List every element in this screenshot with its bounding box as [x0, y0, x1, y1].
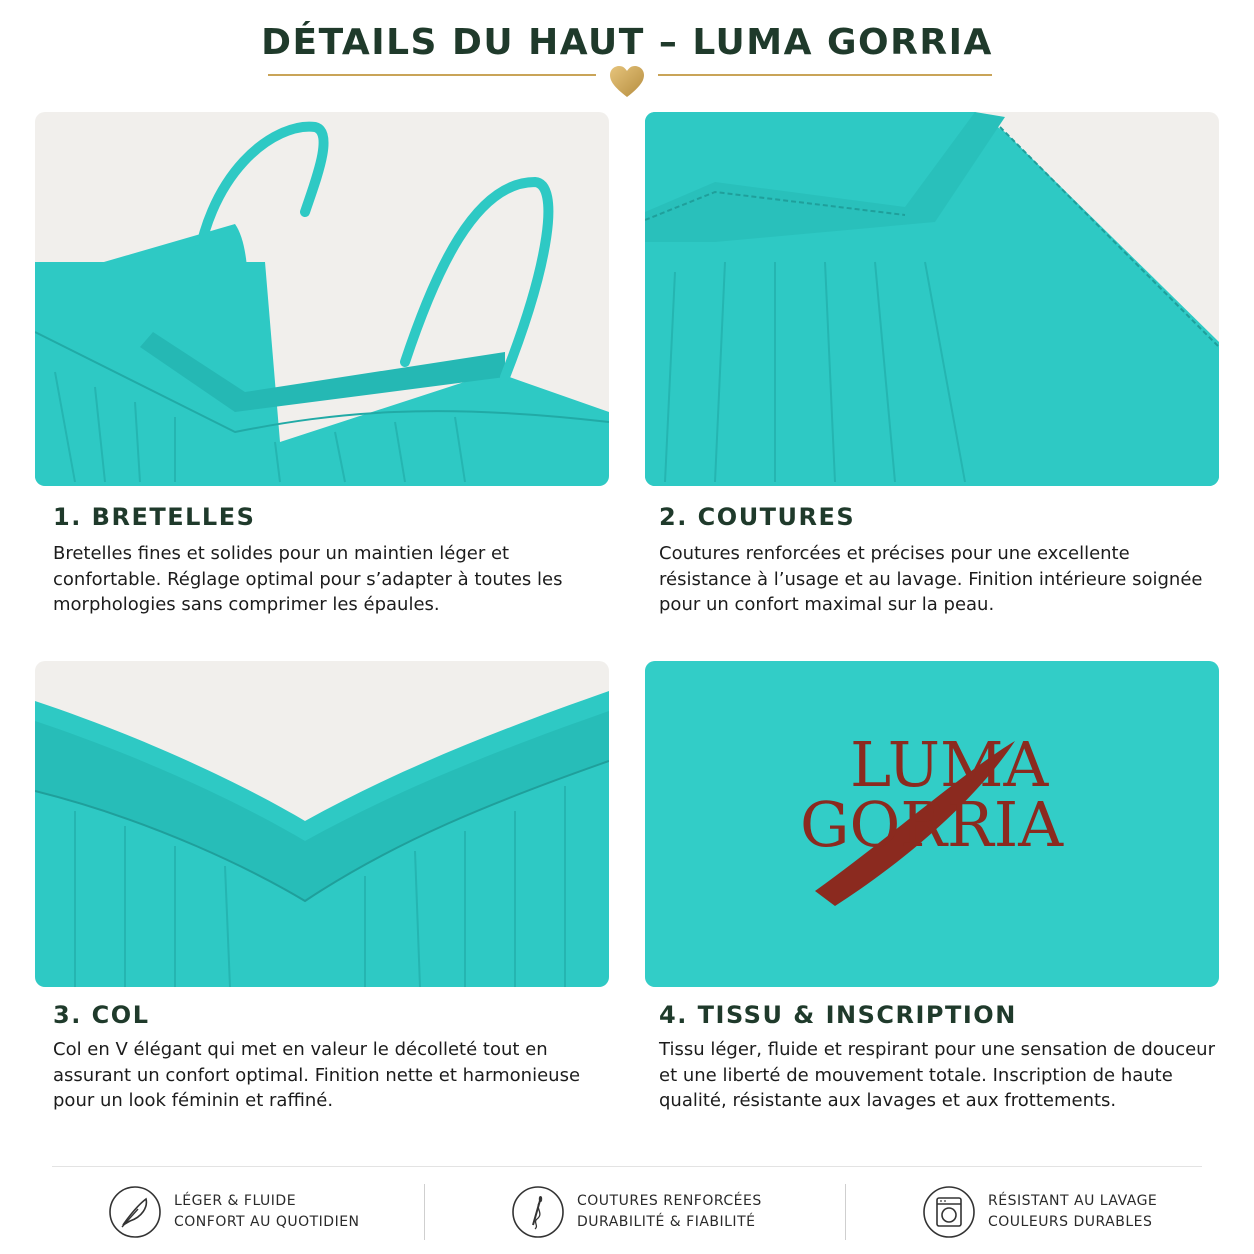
section-text-fabric: Tissu léger, fluide et respirant pour une sensation de douceur et une liberté de mouvement totale. Inscription de haute qualité, résistante aux lavages et aux frottements.: [659, 1039, 1215, 1111]
logo-line2: GORRIA: [800, 788, 1063, 861]
feature-separator: [845, 1184, 846, 1240]
header: [0, 0, 1254, 110]
feature-wash-line1: RÉSISTANT AU LAVAGE: [988, 1193, 1158, 1209]
feature-seams: [511, 1184, 762, 1240]
title-divider-left: [268, 74, 596, 76]
feature-seams-line2: DURABILITÉ & FIABILITÉ: [577, 1214, 756, 1230]
section-text-straps: Bretelles fines et solides pour un maintien léger et confortable. Réglage optimal pour s’adapter à toutes les morphologies sans comprimer les épaules.: [53, 543, 563, 615]
feature-light-line1: LÉGER & FLUIDE: [174, 1193, 297, 1209]
feather-icon: [108, 1185, 162, 1239]
feature-wash-line2: COULEURS DURABLES: [988, 1214, 1153, 1230]
logo-line1: LUMA: [850, 728, 1049, 801]
section-title-fabric: 4. TISSU & INSCRIPTION: [659, 1001, 1017, 1029]
section-title-seams: 2. COUTURES: [659, 503, 856, 531]
title-divider-right: [658, 74, 992, 76]
section-text-seams: Coutures renforcées et précises pour une excellente résistance à l’usage et au lavage. Finition intérieure soignée pour un confort maximal sur la peau.: [659, 543, 1203, 615]
footer-divider: [52, 1166, 1202, 1167]
feature-light-line2: CONFORT AU QUOTIDIEN: [174, 1214, 360, 1230]
feature-separator: [424, 1184, 425, 1240]
section-title-collar: 3. COL: [53, 1001, 150, 1029]
fabric-logo-photo: [645, 661, 1219, 987]
section-text-collar: Col en V élégant qui met en valeur le décolleté tout en assurant un confort optimal. Finition nette et harmonieuse pour un look féminin et raffiné.: [53, 1039, 581, 1111]
feature-light: [108, 1184, 360, 1240]
heart-icon: [608, 64, 646, 100]
washing-machine-icon: [922, 1185, 976, 1239]
needle-thread-icon: [511, 1185, 565, 1239]
seams-photo: [645, 112, 1219, 486]
feature-wash: [922, 1184, 1157, 1240]
collar-photo: [35, 661, 609, 987]
feature-seams-line1: COUTURES RENFORCÉES: [577, 1193, 762, 1209]
section-title-straps: 1. BRETELLES: [53, 503, 256, 531]
page-title: DÉTAILS DU HAUT – LUMA GORRIA: [261, 22, 993, 63]
straps-photo: [35, 112, 609, 486]
